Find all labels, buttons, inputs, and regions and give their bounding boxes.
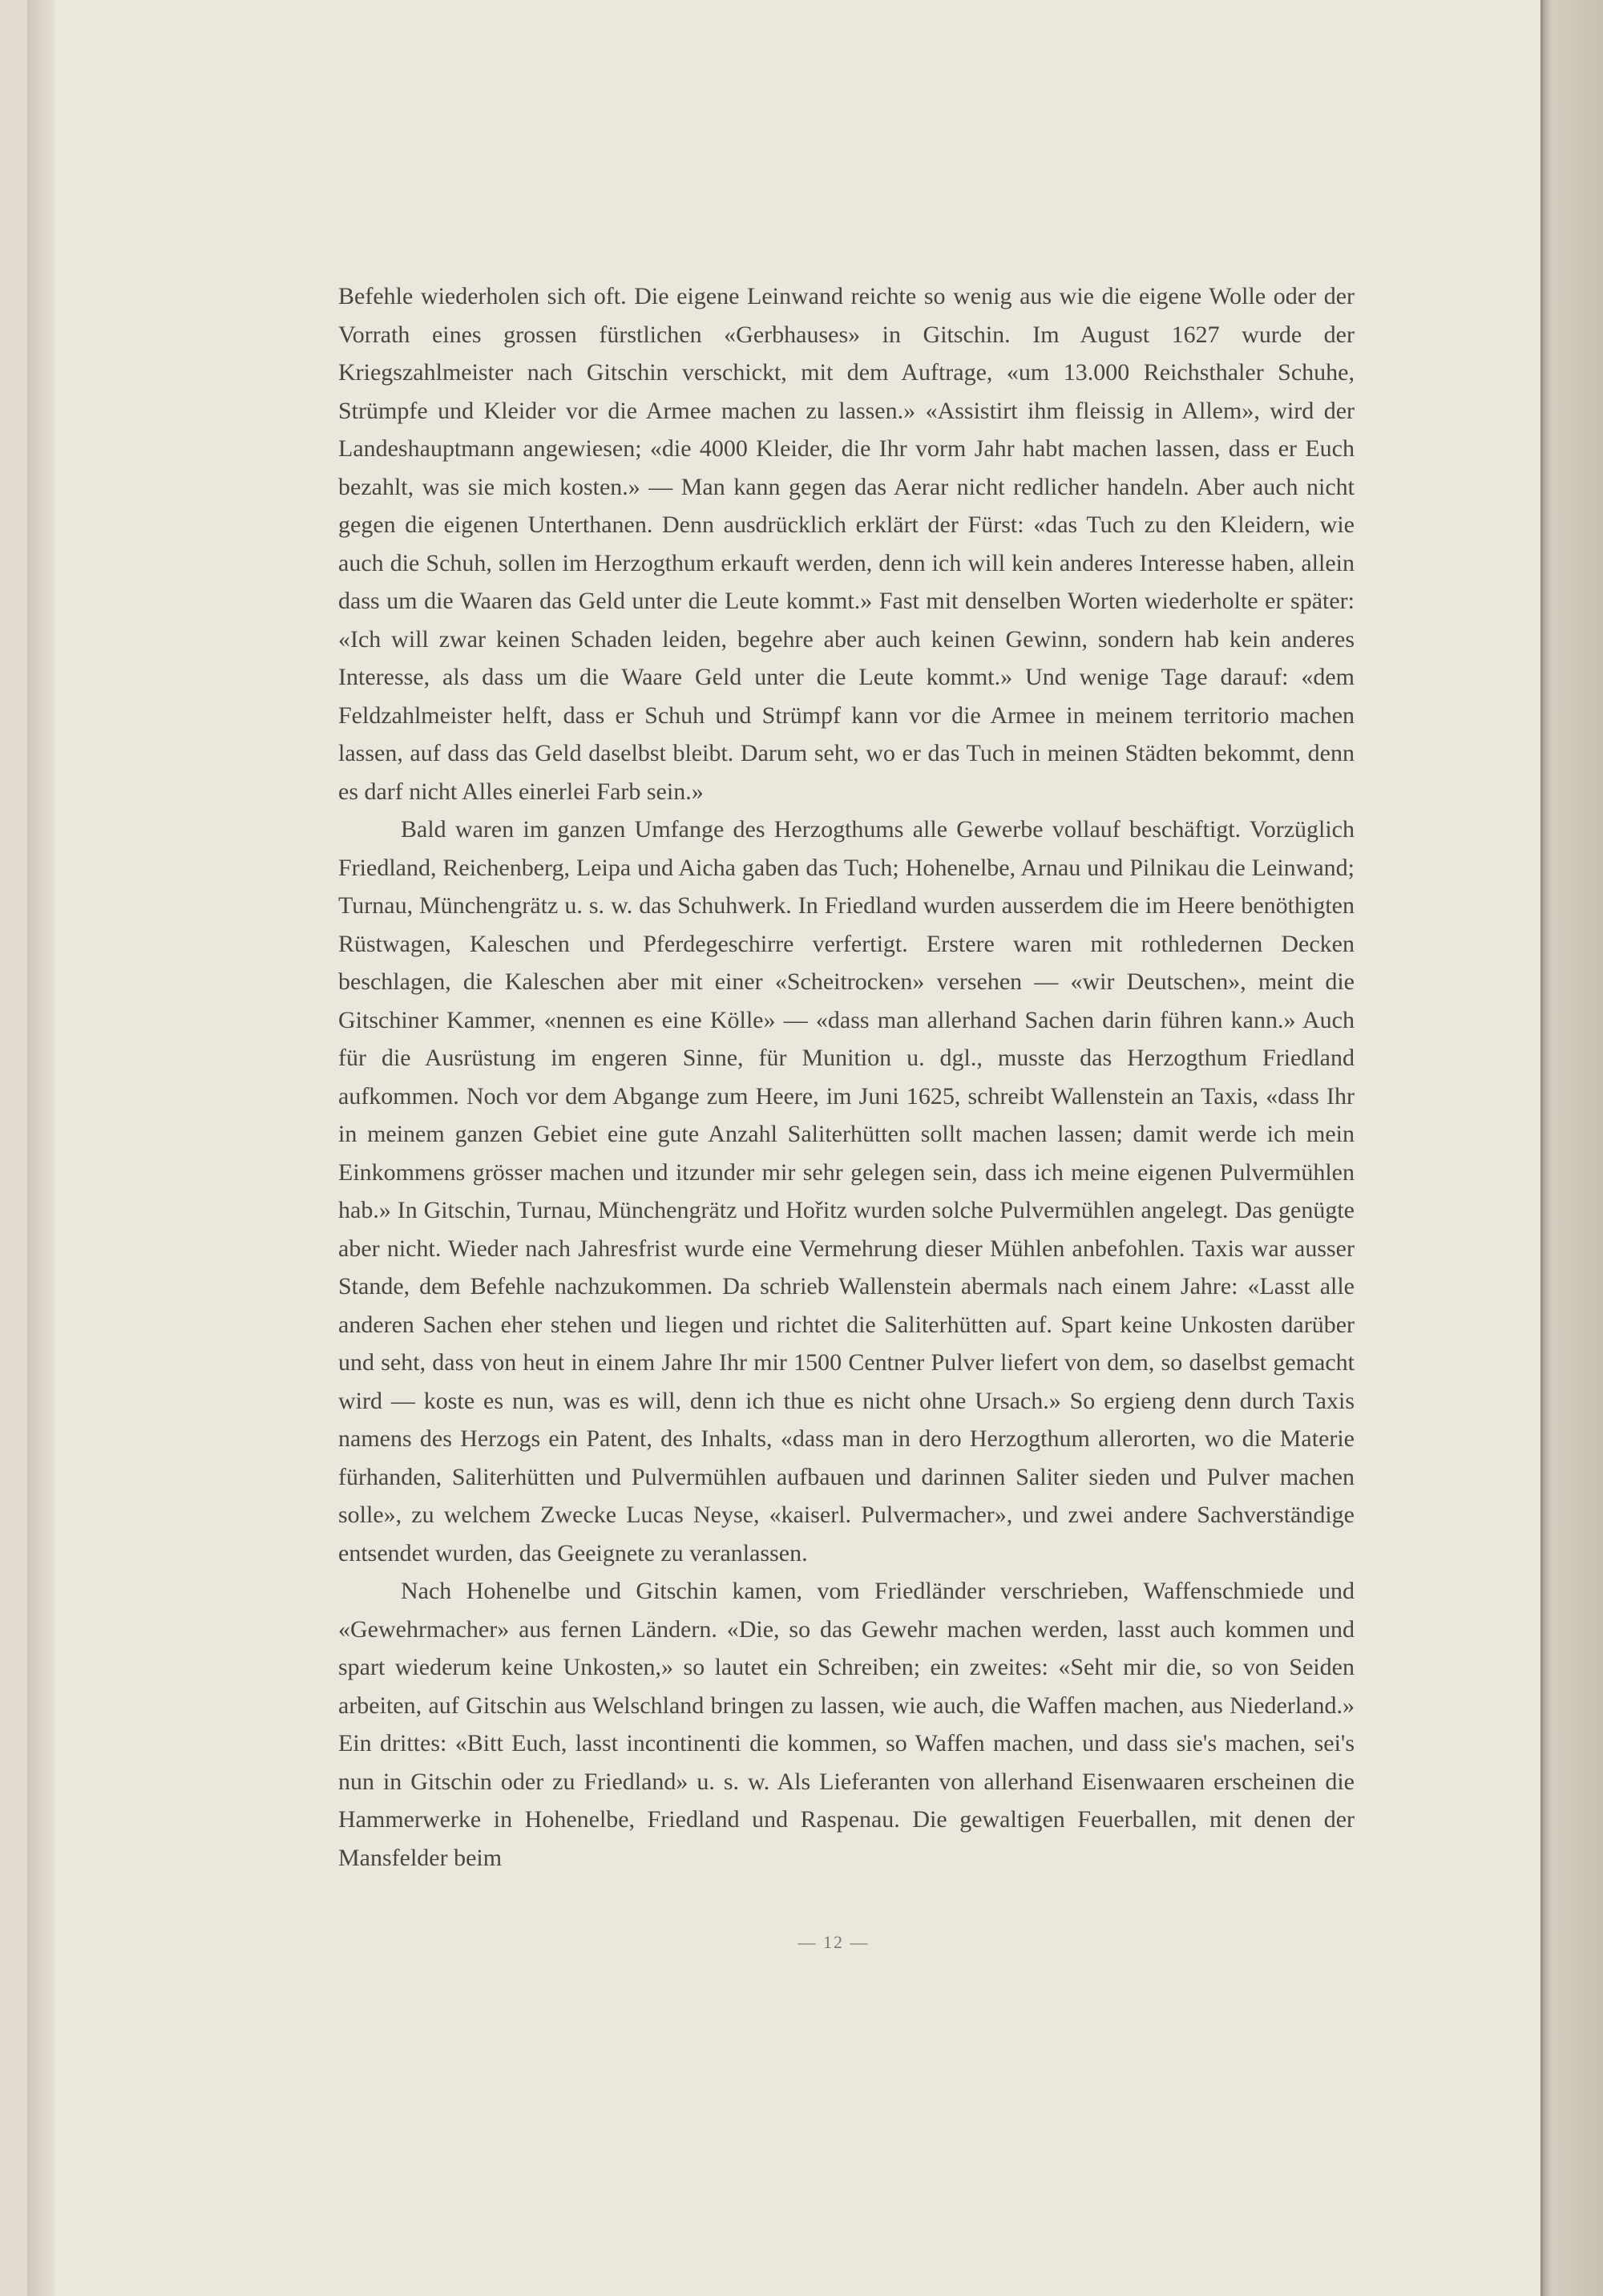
paragraph: Nach Hohenelbe und Gitschin kamen, vom Friedländer verschrieben, Waffenschmiede und «Gewehrmacher» aus fernen Ländern. «Die, so das Gewehr machen werden, lasst auch kommen und spart wiederum keine Unkosten,» so lautet ein Schreiben; ein zweites: «Seht mir die, so von Seiden arbeiten, auf Gitschin aus Welschland bringen zu lassen, wie auch, die Waffen machen, aus Niederland.» Ein drittes: «Bitt Euch, lasst incontinenti die kommen, so Waffen machen, und dass sie's machen, sei's nun in Gitschin oder zu Friedland» u. s. w. Als Lieferanten von allerhand Eisenwaaren erscheinen die Hammerwerke in Hohenelbe, Friedland und Raspenau. Die gewaltigen Feuerballen, mit denen der Mansfelder beim	[338, 1578, 1355, 1871]
page-number-label: — 12 —	[797, 1932, 870, 1952]
paragraph: Befehle wiederholen sich oft. Die eigene Leinwand reichte so wenig aus wie die eigene Wolle oder der Vorrath eines grossen fürstlichen «Gerbhauses» in Gitschin. Im August 1627 wurde der Kriegszahlmeister nach Gitschin verschickt, mit dem Auftrage, «um 13.000 Reichsthaler Schuhe, Strümpfe und Kleider vor die Armee machen zu lassen.» «Assistirt ihm fleissig in Allem», wird der Landeshauptmann angewiesen; «die 4000 Kleider, die Ihr vorm Jahr habt machen lassen, dass er Euch bezahlt, was sie mich kosten.» — Man kann gegen das Aerar nicht redlicher handeln. Aber auch nicht gegen die eigenen Unterthanen. Denn ausdrücklich erklärt der Fürst: «das Tuch zu den Kleidern, wie auch die Schuh, sollen im Herzogthum erkauft werden, denn ich will kein anderes Interesse haben, allein dass um die Waaren das Geld unter die Leute kommt.» Fast mit denselben Worten wiederholte er später: «Ich will zwar keinen Schaden leiden, begehre aber auch keinen Gewinn, sondern hab kein anderes Interesse, als dass um die Waare Geld unter die Leute kommt.» Und wenige Tage darauf: «dem Feldzahlmeister helft, dass er Schuh und Strümpf kann vor die Armee in meinem territorio machen lassen, auf dass das Geld daselbst bleibt. Darum seht, wo er das Tuch in meinen Städten bekommt, denn es darf nicht Alles einerlei Farb sein.»	[338, 283, 1355, 805]
paragraph: Bald waren im ganzen Umfange des Herzogthums alle Gewerbe vollauf beschäftigt. Vorzüglich Friedland, Reichenberg, Leipa und Aicha gaben das Tuch; Hohenelbe, Arnau und Pilnikau die Leinwand; Turnau, Münchengrätz u. s. w. das Schuhwerk. In Friedland wurden ausserdem die im Heere benöthigten Rüstwagen, Kaleschen und Pferdegeschirre verfertigt. Erstere waren mit rothledernen Decken beschlagen, die Kaleschen aber mit einer «Scheitrocken» versehen — «wir Deutschen», meint die Gitschiner Kammer, «nennen es eine Kölle» — «dass man allerhand Sachen darin führen kann.» Auch für die Ausrüstung im engeren Sinne, für Munition u. dgl., musste das Herzogthum Friedland aufkommen. Noch vor dem Abgange zum Heere, im Juni 1625, schreibt Wallenstein an Taxis, «dass Ihr in meinem ganzen Gebiet eine gute Anzahl Saliterhütten sollt machen lassen; damit werde ich mein Einkommens grösser machen und itzunder mir sehr gelegen sein, dass ich meine eigenen Pulvermühlen hab.» In Gitschin, Turnau, Münchengrätz und Hořitz wurden solche Pulvermühlen angelegt. Das genügte aber nicht. Wieder nach Jahresfrist wurde eine Vermehrung dieser Mühlen anbefohlen. Taxis war ausser Stande, dem Befehle nachzukommen. Da schrieb Wallenstein abermals nach einem Jahre: «Lasst alle anderen Sachen eher stehen und liegen und richtet die Saliterhütten auf. Spart keine Unkosten darüber und seht, dass von heut in einem Jahre Ihr mir 1500 Centner Pulver liefert von dem, so daselbst gemacht wird — koste es nun, was es will, denn ich thue es nicht ohne Ursach.» So ergieng denn durch Taxis namens des Herzogs ein Patent, des Inhalts, «dass man in dero Herzogthum allerorten, wo die Materie fürhanden, Saliterhütten und Pulvermühlen aufbauen und darinnen Saliter sieden und Pulver machen solle», zu welchem Zwecke Lucas Neyse, «kaiserl. Pulvermacher», und zwei andere Sachverständige entsendet wurden, das Geeignete zu veranlassen.	[338, 816, 1355, 1566]
body-text	[338, 277, 1355, 1877]
page-number	[0, 1932, 1603, 1953]
